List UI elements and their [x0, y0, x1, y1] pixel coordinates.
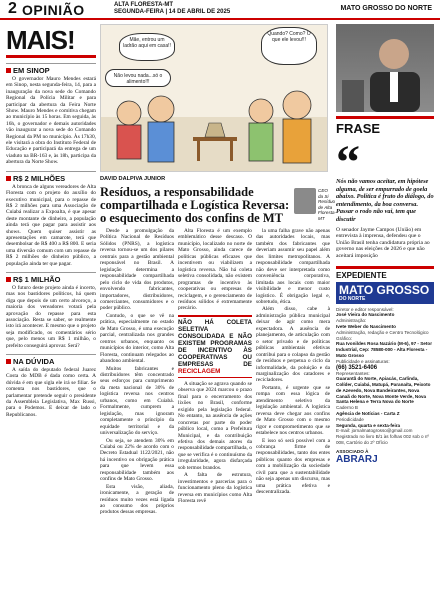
header-dateline [114, 2, 230, 16]
article-paragraph: Alta Floresta é um exemplo emblemático desse descaso. O município, localizado no norte de Mato Grosso, ainda carece de políticas públicas eficazes que incentivem ou viabilizem a logística reversa. Não há coleta seletiva consolidada, não existem programas de incentivo às cooperativas ou empresas de reciclagem, e o gerenciamento de resíduos sólidos é extremamente precário. [178, 228, 252, 312]
header-date: SEGUNDA-FEIRA | 14 DE ABRIL DE 2025 [114, 9, 231, 15]
photo-silhouette [336, 24, 434, 112]
sidebar-column [336, 24, 434, 465]
article-paragraph: Além disso, cabe à administração pública municipal deixar de agir como mera expectadora. A ausência de planejamento, de articulação com o setor privado e de políticas públicas ambientais efetivas contribui para o colapso da gestão de resíduos e perpetua o ciclo da informalidade, da poluição e da marginalização dos catadores e recicladores. [256, 306, 330, 384]
staff-label: Diretor e editor responsável: [336, 306, 394, 312]
article-column-2 [178, 228, 252, 506]
note-title: NA DÚVIDA [6, 354, 96, 366]
note-text: A bronca de alguns vereadores de Alta Floresta com o projeto do auxílio do executivo municipal, para o repasse de R$ 2 milhões para uma Associação de Cuiabá realizar a Expoalta, é que apesar deste montante de dinheiro, a população ainda terá que pagar para assistir aos shows. Quem quiser assistir as apresentações em camarote, terá que desembolsar de R$ 400 a R$ 800. E seria uma diversão comum com um repasse de R$ 2 milhões de dinheiro público, a população ainda ter que pagar. [6, 183, 96, 267]
email-line: E-mail: jornalmatogrosso@gmail.com [336, 428, 413, 434]
speech-bubble: Mãe, entrou um ladrão aqui em casa!! [119, 33, 175, 61]
note-title: R$ 2 MILHÕES [6, 171, 96, 183]
article-column-3 [256, 228, 330, 497]
staff-entry [336, 359, 434, 371]
author-caption: CEO da Si Resíduo de Alta Floresta-MT [318, 188, 337, 221]
article-paragraph: Esta visão, aliada, ironicamente, a geração de resíduos muito vezes está ligada ao consumo dos próprios produtos dessas empresas. [100, 483, 174, 516]
staff-value: Ivete Weber do Nascimento [336, 323, 396, 329]
staff-label: Publicidade e assinaturas: [336, 358, 390, 364]
pull-quote-accent: RECICLAGEM [178, 367, 221, 375]
article-paragraph: Desde a promulgação da Política Nacional de Resíduos Sólidos (PNRS), a logística reversa tornou-se um dos pilares centrais para a gestão ambiental responsável no Brasil. A legislação determina a responsabilidade compartilhada pelo ciclo de vida dos produtos, envolvendo fabricantes, importadores, distribuidores, comerciantes, consumidores e o poder público. [100, 228, 174, 312]
associated-label: ASSOCIADO À [336, 448, 369, 454]
article-paragraph: Muitos fabricantes e distribuidores têm concentrado seus esforços para cumprimento da meta nacional de 30% de logística reversa nos centros urbanos, como em Cuiabá. Formalmente, cumprem a legislação, mas ignoram completamente o princípio da equidade territorial e da universalização do serviço. [100, 365, 174, 437]
staff-label: Caderno B [336, 405, 358, 411]
newspaper-name: MATO GROSSO DO NORTE [340, 5, 432, 12]
phone-number: (66) 3521-6406 [336, 364, 378, 371]
quote-source: O senador Jayme Campos (União) em entrevista à imprensa, defendeu que o União Brasil tenha candidatura própria ao governo nas eleições de 2026 e que não aceitará imposição [336, 226, 430, 259]
staff-label: Representantes: [336, 370, 370, 376]
staff-label: Administração, redação e Centro Tecnológico Gráfico: [336, 329, 429, 341]
section-title: OPINIÃO [22, 2, 85, 18]
staff-value: José Vieira do Nascimento [336, 312, 395, 318]
article-paragraph: Portanto, é urgente que se rompa com essa lógica de atendimento seletivo da legislação ambiental. A logística reversa deve chegar aos confins de Mato Grosso com o mesmo rigor e comprometimento que se estabelece nos centros urbanos. [256, 384, 330, 437]
note-item [6, 354, 96, 418]
page-number: 2 [8, 0, 17, 17]
header-city: ALTA FLORESTA-MT [114, 2, 174, 8]
article-paragraph: Ou seja, se atendem 30% em Cuiabá ou 22% de acordo com o Decreto Estadual 1122/2021, não há incentivo ou obrigação prática para que levem essa responsabilidade também aos confins de Mato Grosso. [100, 437, 174, 483]
editorial-cartoon [100, 24, 328, 172]
page-header [0, 0, 440, 20]
staff-value: Segunda, quarta e sexta-feira [336, 422, 401, 428]
note-title: EM SINOP [6, 63, 96, 75]
pull-quote-text: NÃO HÁ COLETA SELETIVA CONSOLIDADA E NÃO EXISTEM PROGRAMAS DE INCENTIVO ÀS COOPERATIVAS OU EMPRESAS DE [178, 318, 252, 368]
quote-mark-icon: “ [336, 136, 360, 189]
notes-column [6, 24, 96, 418]
speech-bubble: Não levou nada...só o alimento!!! [105, 69, 171, 87]
note-item [6, 272, 96, 349]
note-text: O governador Mauro Mendes estará em Sinop, nesta segunda-feira, 14, para a inauguração da nova sede do Comando Regional da Polícia Militar e para participar da abertura da Feira Norte Show. Mauro Mendes e comitiva chegam ao município às 15 horas. Em seguida, às 16h, o governador e demais autoridades vão inaugurar a nova sede do Comando Regional da PM no município. Às 17h30, ele visitará a obra do Instituto Federal de Educação e participará da entrega de um viaduto na BR-163 e, às 18h, participa da abertura da Norte Show. [6, 76, 96, 166]
expediente-box [336, 266, 434, 465]
note-text: A saída do deputado federal Juarez Costa do MDB é dada como certa. A dúvida é em que sigla ele irá se filiar. Se comenta nos bastidores, que o parlamentar pretende seguir o presidente da Assembleia Legislativa, Max Russi, para o Podemos. E deixar de lado o Republicanos. [6, 367, 96, 418]
staff-entry [336, 405, 434, 417]
logo-line-2: DO NORTE [339, 295, 366, 302]
staff-entry [336, 318, 434, 330]
article-paragraph: E isso só será possível com a cobrança firme de responsabilidades, tanto dos entes públicos quanto dos empresas e com a mobilização da sociedade civil para que a sustentabilidade não seja apenas um discurso, mas uma prática efetiva e descentralizada. [256, 437, 330, 496]
registration-line: Registrado no livro B/1 às folhas 002 sob o nº 008, Cartório do 2º Ofício [336, 434, 430, 446]
article-paragraph: A falta de estrutura, investimentos e parcerias para o funcionamento pleno da logística reversa em municípios como Alta Floresta revê [178, 472, 252, 505]
article-title: Resíduos, a responsabilidade compartilhada e Logística Reversa: o esquecimento dos confins de MT [100, 185, 290, 225]
note-item [6, 171, 96, 267]
article-paragraph: A situação se agrava quando se observa que 2024 marcou o prazo final para o encerramento dos lixões no Brasil, conforme exigido pela legislação federal. No entanto, na ausência de ações concretas por parte do poder público local, como a Prefeitura Municipal, e da contribuição efetiva dos demais atores da responsabilidade compartilhada, o que se verifica é o continuísmo da irregularidade, agora disfarçada sob termos brandos. [178, 380, 252, 471]
featured-quote: Nós não vamos aceitar, em hipótese alguma, de ser empurrado de goela abaixo. Política é fruto do diálogo, do entendimento, da boa conversa. Passar o rodo não vai, tem que discutir [336, 178, 434, 223]
staff-entry [336, 307, 434, 319]
frase-heading: FRASE [336, 116, 434, 136]
staff-entry [336, 434, 434, 446]
newspaper-logo [336, 282, 434, 304]
senator-photo [336, 24, 434, 112]
article-column-1 [100, 228, 174, 517]
staff-entry [336, 371, 434, 406]
expediente-heading: EXPEDIENTE [336, 270, 387, 280]
article-paragraph: la uma falha grave não apenas das autoridades locais, mas também dos fabricantes que deveriam assumir seu papel além dos limites metropolitanos. A responsabilidade compartilhada não deve ser interpretada como conveniência corporativa, limitada aos locais com maior visibilidade e menor custo logístico. É obrigação legal e, sobretudo, ética. [256, 228, 330, 305]
pull-quote [178, 315, 252, 378]
abrarj-logo: ABRARJ [336, 453, 378, 465]
note-item [6, 63, 96, 166]
staff-entry [336, 417, 434, 429]
staff-label: Periodicidade [336, 416, 364, 422]
speech-bubble: Quando? Como? O que ele levou!!! [261, 27, 317, 65]
logo-line-1: MATO GROSSO [339, 282, 430, 297]
note-text: O futuro deste projeto ainda é incerto, mas nos bastidores políticos, há quem diga que depois de um certo alvoroço, a maioria dos vereadores votará pela aprovação do repasse para esta associação. Resta se saber, se realmente isto irá acontecer. E mesmo que o projeto seja modificado, os comentários sério que, pelo menos um R$ 1 milhão, o prefeito conseguirá aprovar. Será? [6, 284, 96, 349]
staff-entry [336, 330, 434, 359]
author-photo [294, 188, 316, 214]
staff-value: Rua Ivonildes Rosa Nazário (M-6), 97 - Setor Industrial, Cep: 78580-000 - Alta Floresta - Mato Grosso [336, 341, 432, 358]
staff-value: Guarantã do Norte, Apiacás, Carlinda, Colíder, Cuiabá, Matupá, Paranaíta, Peixoto de Azevedo, Nova Bandeirantes, Nova Canaã do Norte, Nova Monte Verde, Nova Santa Helena e Terra Nova do Norte [336, 376, 431, 405]
staff-label: Administração: [336, 318, 367, 324]
note-title: R$ 1 MILHÃO [6, 272, 96, 284]
article-body [100, 228, 332, 600]
article-paragraph: Contudo, o que se vê na prática, especialmente no estado de Mato Grosso, é uma execução parcial, centralizada nos grandes centros urbanos, enquanto os municípios do interior, como Alta Floresta, continuam relegados ao abandono ambiental. [100, 312, 174, 365]
notes-heading: MAIS! [6, 24, 96, 58]
staff-value: Agência de Notícias - Carta Z [336, 411, 400, 417]
cartoon-credit: DAVID DALPIVA JUNIOR [100, 176, 166, 182]
